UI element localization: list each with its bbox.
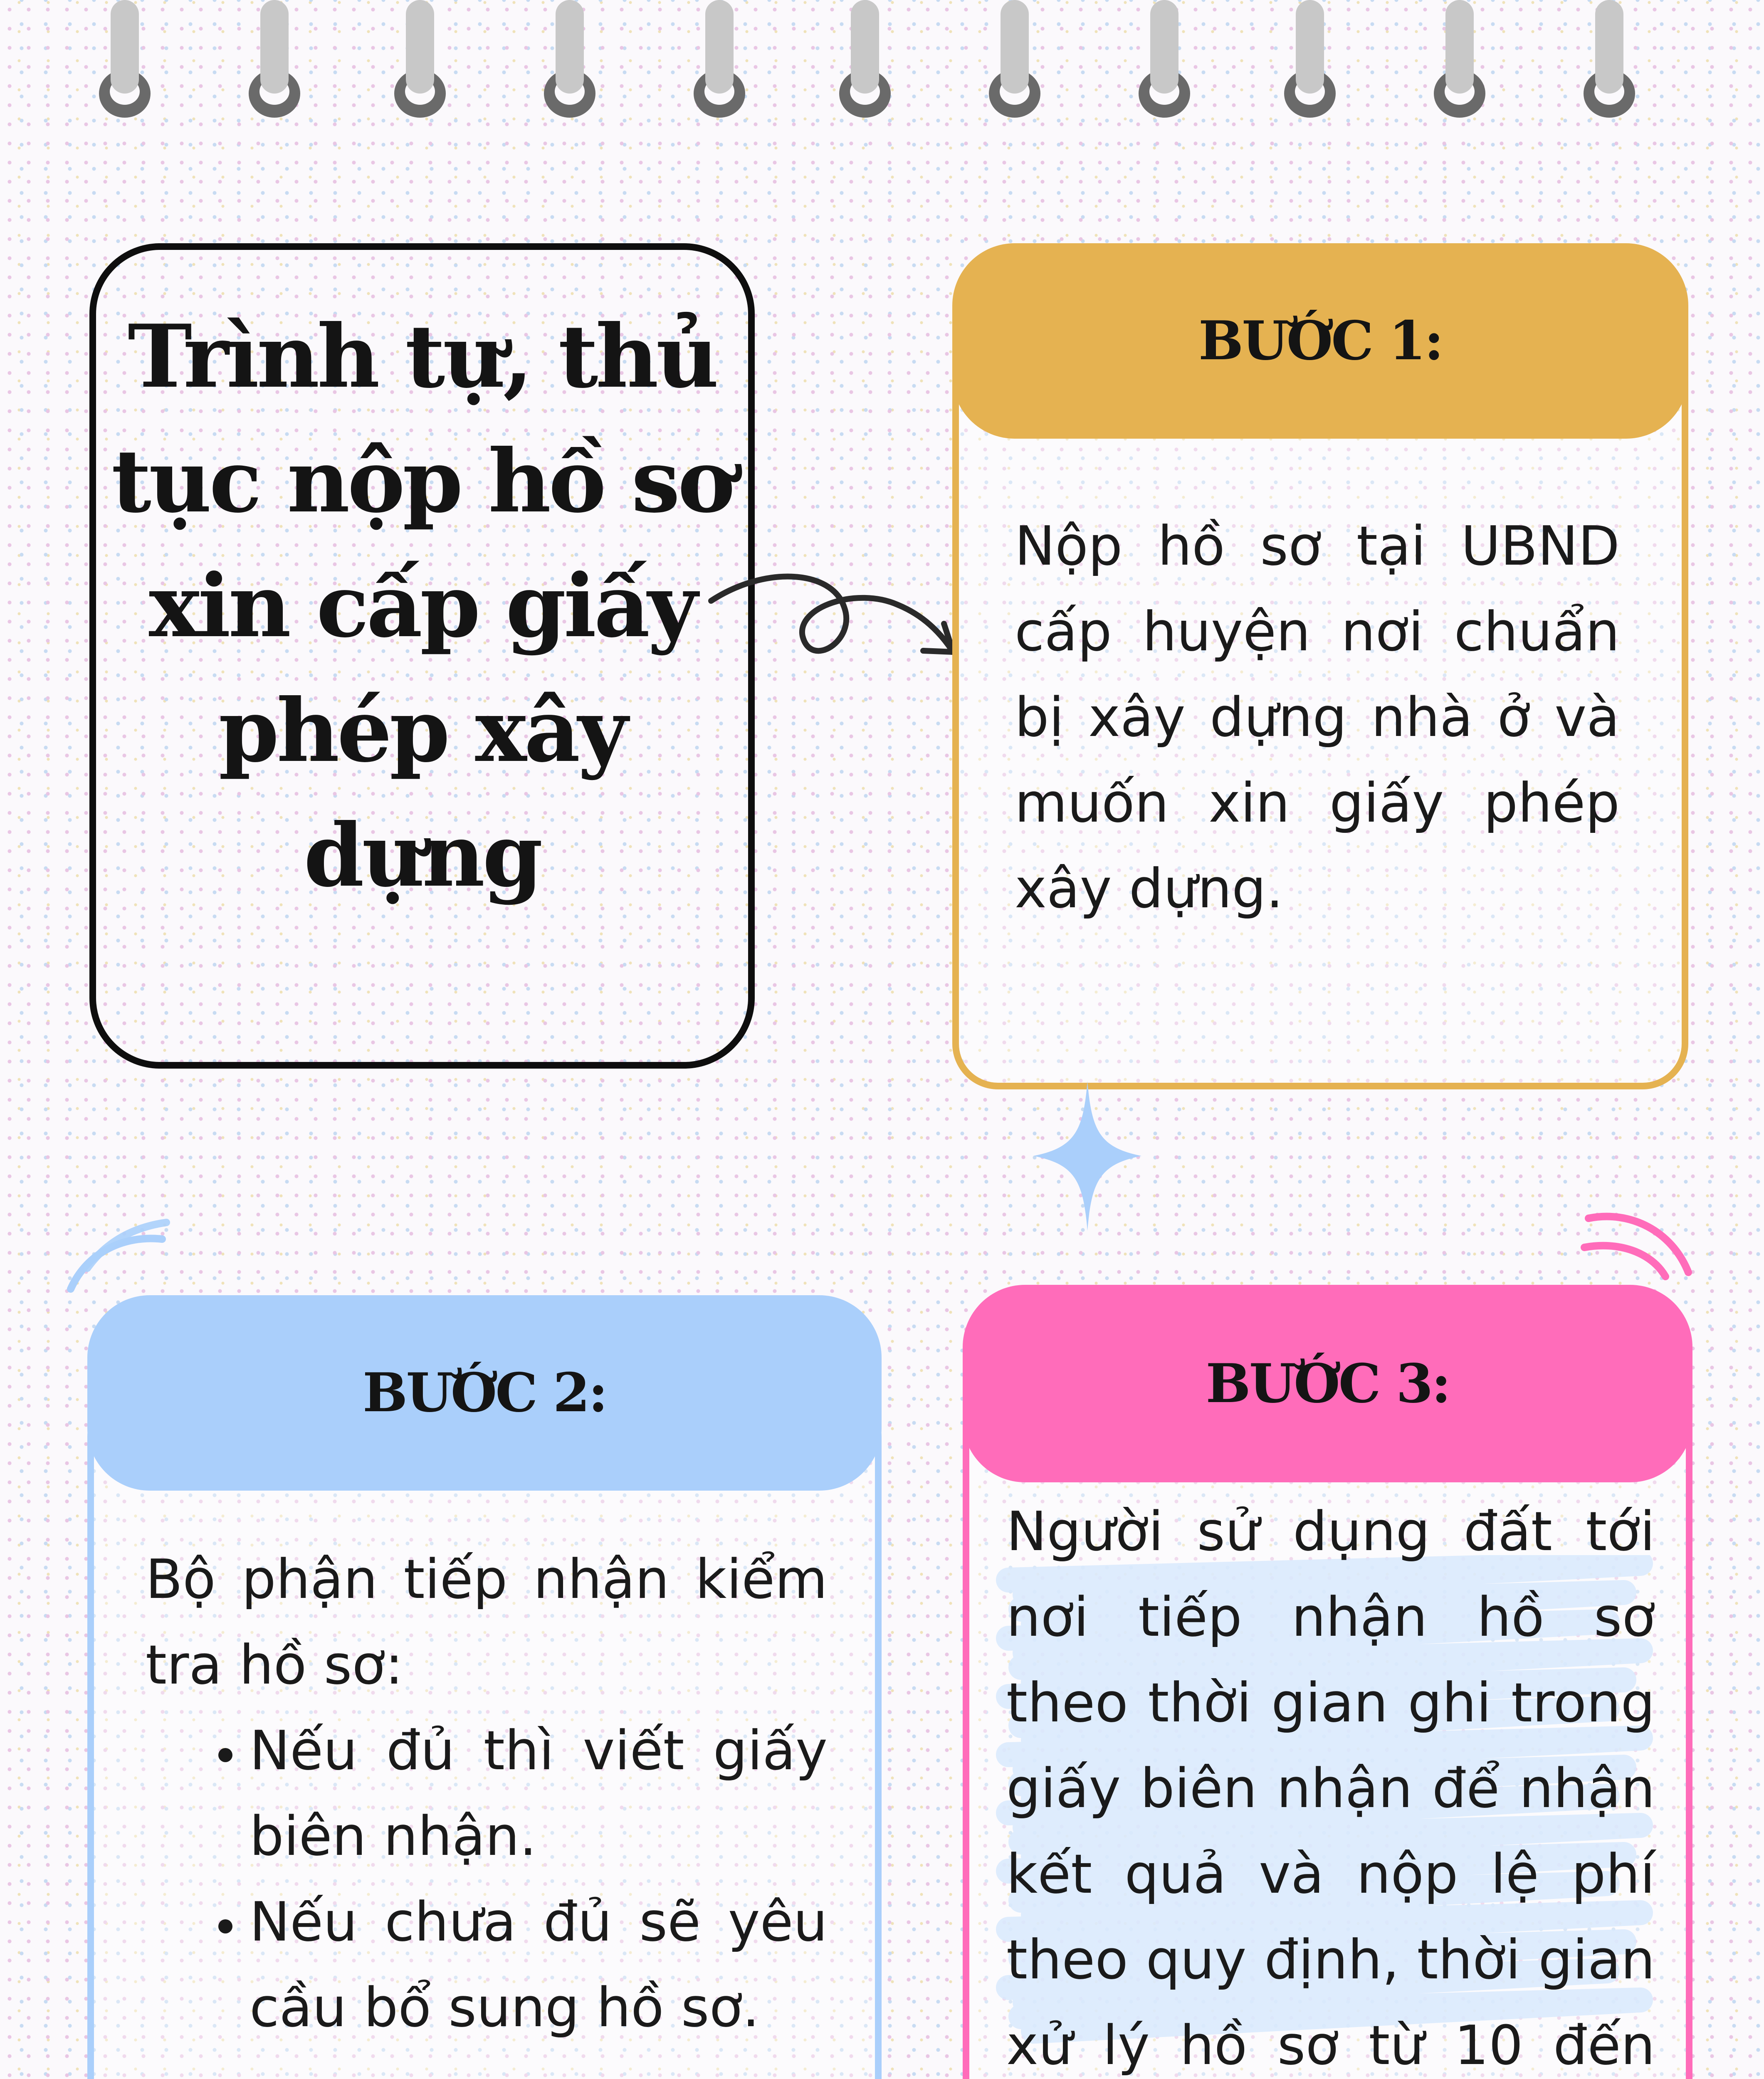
notebook-ring-icon [99, 0, 151, 118]
notebook-ring-icon [249, 0, 300, 118]
sparkle-star-icon [1033, 1081, 1141, 1231]
step-3-card [963, 1285, 1692, 2079]
notebook-ring-icon [989, 0, 1040, 118]
wave-lines-icon [62, 1206, 179, 1301]
notebook-ring-icon [1284, 0, 1336, 118]
step-3-header [963, 1285, 1692, 1482]
notebook-ring-icon [544, 0, 595, 118]
title-line: Trình tự, thủ [128, 306, 716, 407]
title-line: phép xây dựng [218, 680, 626, 906]
step-1-text: Nộp hồ sơ tại UBND cấp huyện nơi chuẩn bị xây dựng nhà ở và muốn xin giấy phép xây dựng. [1015, 514, 1620, 920]
curved-arrow-icon [707, 561, 965, 699]
page-title [96, 294, 748, 918]
title-line: xin cấp giấy [148, 555, 696, 657]
title-box [89, 243, 755, 1069]
step-3-text: Người sử dụng đất tới nơi tiếp nhận hồ sơ theo thời gian ghi trong giấy biên nhận để nhận kết quả và nộp lệ phí theo quy định, thời gian xử lý hồ sơ từ 10 đến [1006, 1500, 1655, 2077]
notebook-rings [0, 0, 1764, 133]
step-1-card [952, 243, 1688, 1089]
step-2-card [87, 1295, 882, 2079]
step-2-header [87, 1295, 882, 1491]
step-3-label: BƯỚC 3: [1206, 1352, 1450, 1415]
notebook-ring-icon [1434, 0, 1485, 118]
notebook-ring-icon [1584, 0, 1635, 118]
list-item: • Nếu chưa đủ sẽ yêu cầu bổ sung hồ sơ. [250, 1879, 828, 2050]
notebook-ring-icon [694, 0, 745, 118]
step-1-label: BƯỚC 1: [1198, 310, 1443, 372]
step-2-bullets [146, 1708, 828, 2050]
step-1-header [952, 243, 1688, 439]
notebook-ring-icon [839, 0, 891, 118]
step-2-intro: Bộ phận tiếp nhận kiểm tra hồ sơ: [146, 1548, 828, 1696]
notebook-ring-icon [394, 0, 446, 118]
list-item: • Nếu đủ thì viết giấy biên nhận. [250, 1708, 828, 1879]
notebook-ring-icon [1139, 0, 1190, 118]
wave-lines-icon [1572, 1202, 1697, 1293]
step-2-label: BƯỚC 2: [362, 1362, 607, 1424]
step-2-text [146, 1536, 828, 2050]
title-line: tục nộp hồ sơ [111, 430, 733, 532]
